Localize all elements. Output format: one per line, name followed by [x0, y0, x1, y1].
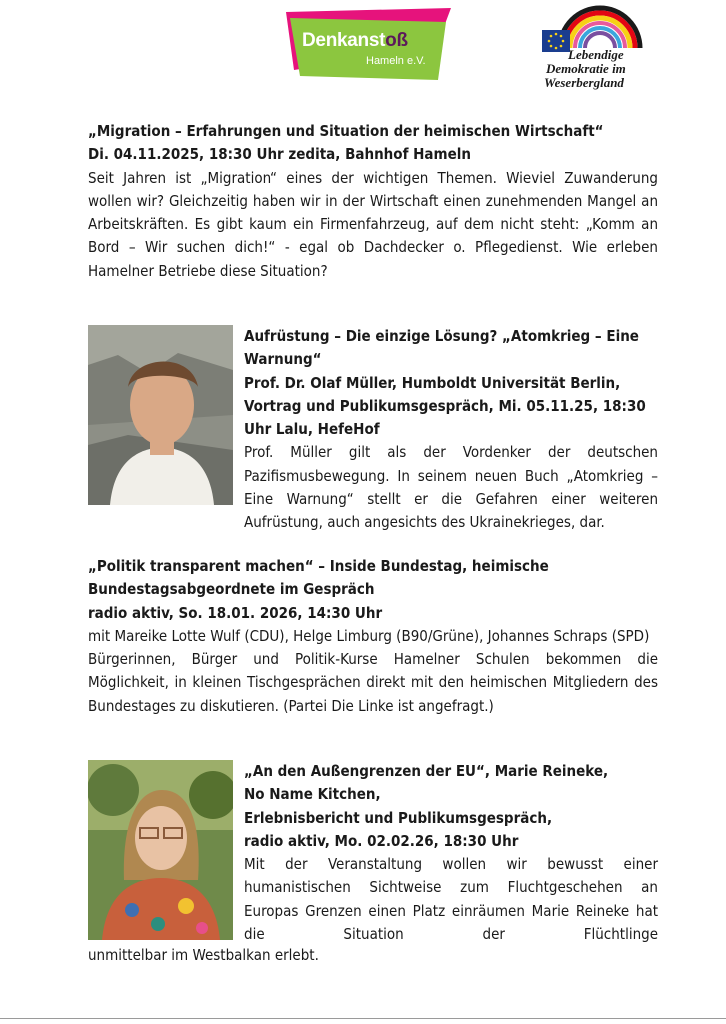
event-title-line: „An den Außengrenzen der EU“, Marie Reineke,	[244, 762, 609, 780]
event-migration	[88, 120, 658, 283]
event-description: Prof. Müller gilt als der Vordenker der deutschen Pazifismusbewegung. In seinem neuen Buch „Atomkrieg – Eine Warnung“ stellt er die Gefahren einer weiteren Aufrüstung, auch angesichts des Ukrainekrieges, dar.	[244, 443, 658, 532]
event-title: „Migration – Erfahrungen und Situation der heimischen Wirtschaft“	[88, 122, 604, 140]
logo-text-line2: Demokratie im	[546, 61, 626, 76]
event-description: Bürgerinnen, Bürger und Politik-Kurse Hamelner Schulen bekommen die Möglichkeit, in kleinen Tischgesprächen direkt mit den heimischen Mitgliedern des Bundestages zu diskutieren. (Partei Die Linke ist angefragt.)	[88, 650, 658, 715]
event-title: Aufrüstung – Die einzige Lösung? „Atomkrieg – Eine Warnung“	[244, 327, 639, 369]
event-description: Seit Jahren ist „Migration“ eines der wichtigen Themen. Wieviel Zuwanderung wollen wir? Gleichzeitig haben wir in der Wirtschaft einen zunehmenden Mangel an Arbeitskräften. Es gibt kaum ein Firmenfahrzeug, auf dem nicht steht: „Komm an Bord – Wir suchen dich!“ - egal ob Dachdecker o. Pflegedienst. Wie erleben Hamelner Betriebe diese Situation?	[88, 168, 658, 280]
logo-text-line3: Weserbergland	[544, 75, 624, 90]
event-title-line: Erlebnisbericht und Publikumsgespräch,	[244, 808, 553, 827]
portrait-olaf-mueller	[88, 325, 233, 505]
event-details: radio aktiv, So. 18.01. 2026, 14:30 Uhr	[88, 603, 383, 622]
logo-text-line1: Lebendige	[568, 47, 624, 62]
portrait-marie-reineke	[88, 760, 233, 940]
event-description: Mit der Veranstaltung wollen wir bewusst einer humanistischen Sichtweise zum Fluchtgeschehen an Europas Grenzen einen Platz einräumen Marie Reineke hat die Situation der Flüchtlinge	[244, 855, 658, 944]
event-guests: mit Mareike Lotte Wulf (CDU), Helge Limburg (B90/Grüne), Johannes Schraps (SPD)	[88, 626, 650, 645]
event-politik-transparent	[88, 555, 658, 718]
event-description-tail: unmittelbar im Westbalkan erlebt.	[88, 946, 319, 964]
event-aufruestung	[244, 325, 658, 535]
event-details: Prof. Dr. Olaf Müller, Humboldt Universität Berlin, Vortrag und Publikumsgespräch, Mi. 05.11.25, 18:30 Uhr Lalu, HefeHof	[244, 373, 646, 439]
denkanstoss-logo: Denkanstoß Hameln e.V.	[286, 8, 451, 88]
event-aussengrenzen	[244, 760, 658, 946]
event-title: „Politik transparent machen“ – Inside Bundestag, heimische Bundestagsabgeordnete im Gespräch	[88, 557, 549, 599]
event-details: Di. 04.11.2025, 18:30 Uhr zedita, Bahnhof Hameln	[88, 145, 471, 164]
event-title-line: radio aktiv, Mo. 02.02.26, 18:30 Uhr	[244, 831, 519, 850]
lebendige-demokratie-logo	[538, 2, 658, 94]
event-title-line: No Name Kitchen,	[244, 785, 381, 804]
page-bottom-rule	[0, 1018, 726, 1019]
